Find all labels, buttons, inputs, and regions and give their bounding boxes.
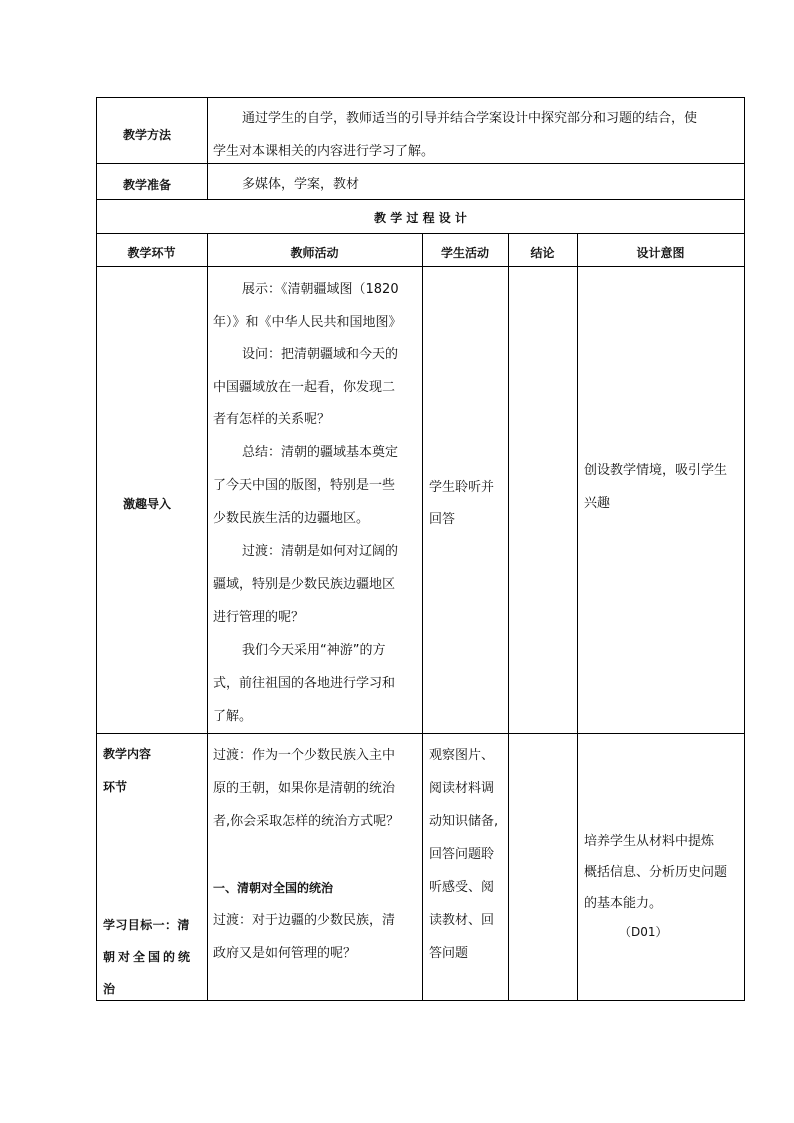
header-conclusion: 结论: [530, 246, 555, 260]
method-text-line: 学生对本课相关的内容进行学习了解。: [213, 144, 435, 159]
method-label: 教学方法: [123, 128, 172, 142]
col-divider: [508, 233, 509, 1001]
table-border-right: [744, 97, 745, 1001]
text-line: 治: [103, 982, 116, 996]
text-line: 动知识储备,: [429, 814, 499, 829]
text-line: 创设教学情境，吸引学生: [584, 463, 728, 478]
header-teacher: 教师活动: [290, 246, 339, 260]
text-line: 过渡：对于边疆的少数民族，清: [213, 913, 396, 928]
text-line: 过渡：清朝是如何对辽阔的: [242, 544, 399, 559]
text-line: 进行管理的呢？: [213, 610, 305, 625]
process-title: 教 学 过 程 设 计: [374, 211, 467, 225]
text-line: 疆域，特别是少数民族边疆地区: [213, 577, 396, 592]
text-line: 过渡：作为一个少数民族入主中: [213, 748, 396, 763]
text-line: 环节: [103, 780, 128, 794]
col-divider: [577, 233, 578, 1001]
text-line: 政府又是如何管理的呢？: [213, 946, 357, 961]
method-text-line: 通过学生的自学，教师适当的引导并结合学案设计中探究部分和习题的结合，使: [242, 111, 698, 126]
stage-label: 激趣导入: [123, 497, 172, 511]
text-line: 年）》和《中华人民共和国地图》: [213, 315, 402, 330]
text-line: 者,你会采取怎样的统治方式呢？: [213, 814, 400, 829]
text-line: 展示：《清朝疆域图（1820: [242, 282, 399, 297]
text-line: 的基本能力。: [584, 896, 663, 911]
table-border-bottom: [96, 1000, 745, 1001]
header-intent: 设计意图: [636, 246, 685, 260]
row-divider: [96, 733, 745, 734]
text-line: 培养学生从材料中提炼: [584, 834, 715, 849]
table-border-left: [96, 97, 97, 1001]
text-line: 听感受、阅: [429, 880, 495, 895]
text-line: 原的王朝，如果你是清朝的统治: [213, 781, 396, 796]
text-line: 学习目标一：清: [103, 918, 190, 932]
text-line: 回答问题聆: [429, 847, 495, 862]
text-line: 了今天中国的版图，特别是一些: [213, 478, 396, 493]
text-line: 朝对全国的统: [103, 950, 194, 964]
text-line: 设问：把清朝疆域和今天的: [242, 347, 399, 362]
prep-text: 多媒体，学案，教材: [242, 177, 360, 192]
row-divider: [96, 233, 745, 234]
col-divider: [207, 233, 208, 1001]
header-stage: 教学环节: [127, 246, 176, 260]
col-divider: [207, 97, 208, 200]
text-line: 中国疆域放在一起看，你发现二: [213, 380, 396, 395]
text-line: 者有怎样的关系呢？: [213, 412, 331, 427]
table-border-top: [96, 97, 745, 98]
text-line: 阅读材料调: [429, 781, 495, 796]
text-line: 学生聆听并: [429, 480, 495, 495]
text-line: 少数民族生活的边疆地区。: [213, 511, 370, 526]
row-divider: [96, 199, 745, 200]
text-line: 读教材、回: [429, 913, 495, 928]
text-line: 式，前往祖国的各地进行学习和: [213, 676, 396, 691]
text-line: 观察图片、: [429, 748, 495, 763]
row-divider: [96, 163, 745, 164]
text-line: 教学内容: [103, 747, 152, 761]
text-line: 概括信息、分析历史问题: [584, 865, 728, 880]
row-divider: [96, 266, 745, 267]
text-line: 我们今天采用“神游”的方: [242, 643, 386, 658]
text-line: 总结：清朝的疆域基本奠定: [242, 445, 399, 460]
text-line: 答问题: [429, 946, 469, 961]
prep-label: 教学准备: [123, 178, 172, 192]
col-divider: [422, 233, 423, 1001]
text-line: 了解。: [213, 709, 253, 724]
section-heading: 一、清朝对全国的统治: [213, 881, 334, 895]
text-line: 回答: [429, 512, 456, 527]
text-line: 兴趣: [584, 496, 611, 511]
header-student: 学生活动: [440, 246, 489, 260]
text-line: （D01）: [619, 925, 668, 939]
